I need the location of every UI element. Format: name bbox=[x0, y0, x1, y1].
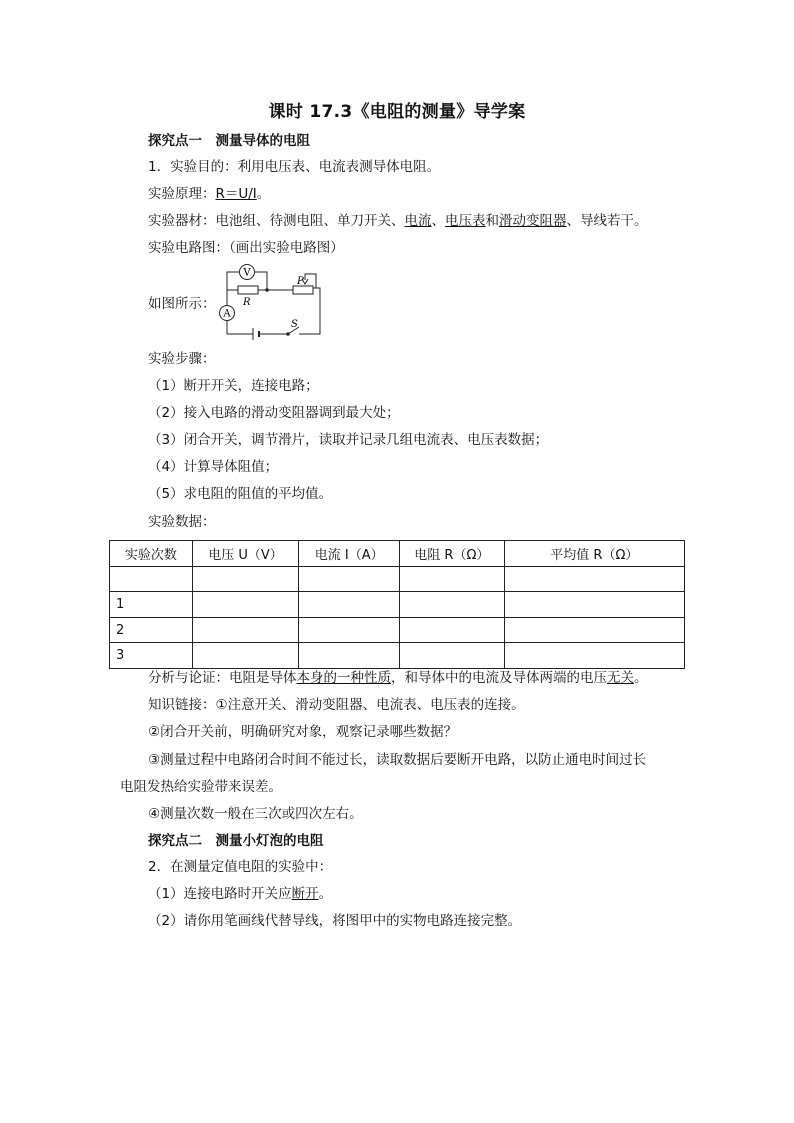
section2-heading: 探究点二 测量小灯泡的电阻 bbox=[148, 833, 324, 849]
question2-line: （2）请你用笔画线代替导线，将图甲中的实物电路连接完整。 bbox=[148, 913, 522, 929]
diagram-label: 实验电路图：（画出实验电路图） bbox=[148, 240, 344, 256]
table-cell bbox=[192, 643, 299, 669]
equipment-sep2: 和 bbox=[485, 213, 499, 229]
question1-prefix: （1）连接电路时开关应 bbox=[148, 886, 292, 902]
table-header: 电流 I（A） bbox=[299, 541, 400, 567]
data-table bbox=[109, 540, 685, 669]
table-cell bbox=[299, 643, 400, 669]
table-row bbox=[110, 617, 685, 643]
equipment-prefix: 实验器材：电池组、待测电阻、单刀开关、 bbox=[148, 213, 405, 229]
steps-label: 实验步骤： bbox=[148, 351, 216, 367]
section1-heading: 探究点一 测量导体的电阻 bbox=[148, 133, 310, 149]
table-row bbox=[110, 643, 685, 669]
table-row bbox=[110, 566, 685, 592]
table-cell bbox=[400, 566, 505, 592]
equipment-suffix: 、导线若干。 bbox=[566, 213, 648, 229]
step-item: （2）接入电路的滑动变阻器调到最大处； bbox=[148, 405, 400, 421]
step-item: （3）闭合开关，调节滑片，读取并记录几组电流表、电压表数据； bbox=[148, 432, 549, 448]
knowledge-item: ②闭合开关前，明确研究对象，观察记录哪些数据？ bbox=[148, 724, 458, 740]
principle-answer: R＝U/I bbox=[215, 186, 257, 202]
figure-label: 如图所示： bbox=[148, 296, 216, 312]
knowledge-item: ④测量次数一般在三次或四次左右。 bbox=[148, 806, 363, 822]
equipment-answer-rheostat: 滑动变阻器 bbox=[499, 213, 567, 229]
table-cell-trial: 3 bbox=[110, 643, 193, 669]
step-item: （1）断开开关，连接电路； bbox=[148, 378, 319, 394]
table-header: 平均值 R（Ω） bbox=[504, 541, 684, 567]
step-item: （4）计算导体阻值； bbox=[148, 459, 279, 475]
table-cell bbox=[400, 592, 505, 618]
question1-answer: 断开 bbox=[291, 886, 319, 902]
resistor-label: R bbox=[243, 297, 251, 308]
analysis-answer-property: 本身的一种性质 bbox=[296, 670, 391, 686]
table-header-row bbox=[110, 541, 685, 567]
table-cell bbox=[504, 592, 684, 618]
ammeter-symbol: A bbox=[223, 308, 231, 320]
table-cell-trial: 1 bbox=[110, 592, 193, 618]
table-cell bbox=[299, 592, 400, 618]
analysis-answer-unrelated: 无关 bbox=[607, 670, 634, 686]
analysis-prefix: 分析与论证：电阻是导体 bbox=[148, 670, 297, 686]
table-header: 实验次数 bbox=[110, 541, 193, 567]
table-cell bbox=[504, 643, 684, 669]
page-title: 课时 17.3《电阻的测量》导学案 bbox=[268, 102, 526, 122]
slider-label: P bbox=[297, 276, 304, 287]
table-cell bbox=[400, 643, 505, 669]
table-cell-trial bbox=[110, 566, 193, 592]
analysis-line bbox=[148, 668, 648, 688]
table-cell bbox=[504, 617, 684, 643]
equipment-sep1: 、 bbox=[431, 213, 445, 229]
item1-purpose: 1．实验目的：利用电压表、电流表测导体电阻。 bbox=[148, 159, 441, 175]
table-cell bbox=[504, 566, 684, 592]
switch-label: S bbox=[291, 319, 298, 330]
knowledge-item: ③测量过程中电路闭合时间不能过长，读取数据后要断开电路，以防止通电时间过长 bbox=[148, 752, 647, 768]
item2-intro: 2．在测量定值电阻的实验中： bbox=[148, 859, 333, 875]
knowledge-item: 知识链接：①注意开关、滑动变阻器、电流表、电压表的连接。 bbox=[148, 697, 525, 713]
principle-end: 。 bbox=[256, 186, 271, 202]
junction-dot bbox=[265, 288, 269, 292]
table-cell bbox=[192, 592, 299, 618]
question1-line bbox=[148, 884, 332, 904]
equipment-answer-voltmeter: 电压表 bbox=[445, 213, 486, 229]
question1-end: 。 bbox=[318, 886, 333, 902]
circuit-diagram bbox=[213, 262, 325, 340]
table-header: 电压 U（V） bbox=[192, 541, 299, 567]
table-header: 电阻 R（Ω） bbox=[400, 541, 505, 567]
table-cell bbox=[400, 617, 505, 643]
equipment-answer-ammeter: 电流 bbox=[404, 213, 432, 229]
principle-line bbox=[148, 184, 270, 204]
voltmeter-symbol: V bbox=[243, 267, 251, 279]
analysis-mid: ，和导体中的电流及导体两端的电压 bbox=[391, 670, 607, 686]
principle-label: 实验原理： bbox=[148, 186, 216, 202]
table-cell bbox=[192, 566, 299, 592]
knowledge-item: 电阻发热给实验带来误差。 bbox=[120, 779, 282, 795]
step-item: （5）求电阻的阻值的平均值。 bbox=[148, 486, 333, 502]
table-row bbox=[110, 592, 685, 618]
data-label: 实验数据： bbox=[148, 514, 216, 530]
table-cell-trial: 2 bbox=[110, 617, 193, 643]
equipment-line bbox=[148, 211, 648, 231]
table-cell bbox=[192, 617, 299, 643]
table-cell bbox=[299, 566, 400, 592]
analysis-suffix: 。 bbox=[634, 670, 648, 686]
table-cell bbox=[299, 617, 400, 643]
